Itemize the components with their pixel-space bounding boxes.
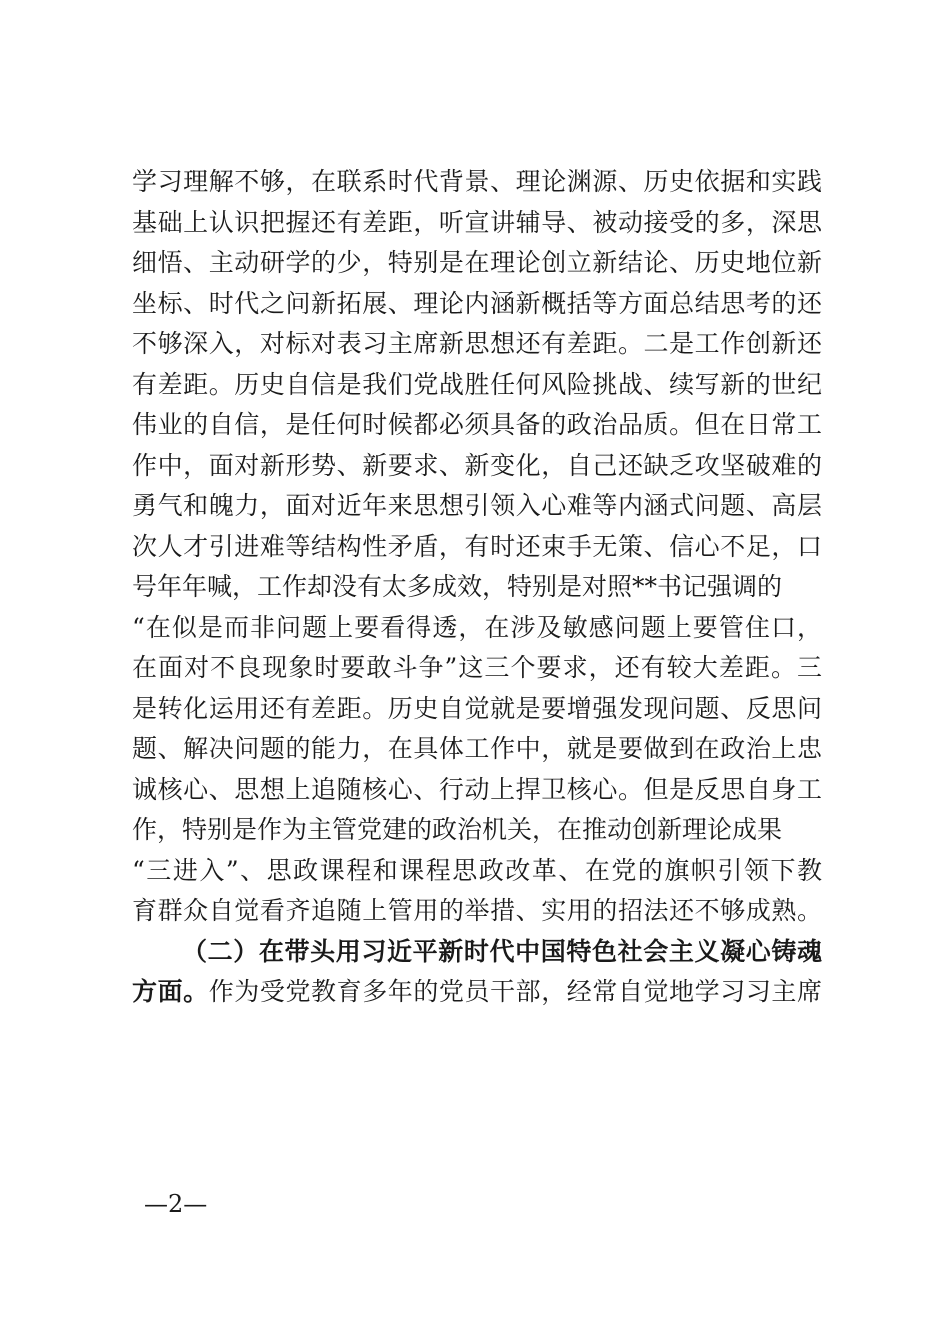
text-line: 次人才引进难等结构性矛盾，有时还束手无策、信心不足，口 — [132, 531, 822, 561]
text-line: 勇气和魄力，面对近年来思想引领入心难等内涵式问题、高层 — [132, 491, 822, 520]
text-line: 不够深入，对标对表习主席新思想还有差距。二是工作创新还 — [132, 329, 822, 358]
text-line: 作中，面对新形势、新要求、新变化，自己还缺乏攻坚破难的 — [132, 450, 822, 480]
text-line: 号年年喊，工作却没有太多成效，特别是对照**书记强调的 — [132, 572, 783, 601]
text-line: “在似是而非问题上要看得透，在涉及敏感问题上要管住口， — [132, 612, 822, 642]
text-line: 学习理解不够，在联系时代背景、理论渊源、历史依据和实践 — [132, 167, 822, 196]
text-line: 育群众自觉看齐追随上管用的举措、实用的招法还不够成熟。 — [132, 896, 822, 925]
page-number: —2— — [144, 1190, 208, 1218]
text-line: 题、解决问题的能力，在具体工作中，就是要做到在政治上忠 — [132, 734, 822, 763]
document-body — [132, 162, 822, 1013]
text-line: 基础上认识把握还有差距，听宣讲辅导、被动接受的多，深思 — [132, 207, 822, 237]
text-line: 坐标、时代之问新拓展、理论内涵新概括等方面总结思考的还 — [132, 288, 822, 318]
text-line: 诚核心、思想上追随核心、行动上捍卫核心。但是反思自身工 — [132, 774, 822, 804]
section-body-start: 作为受党教育多年的党员干部，经常自觉地学习习主席 — [208, 977, 822, 1006]
section-heading: （二）在带头用习近平新时代中国特色社会主义凝心铸魂 — [182, 936, 822, 966]
section-heading-end: 方面。 — [132, 977, 209, 1006]
text-line: “三进入”、思政课程和课程思政改革、在党的旗帜引领下教 — [132, 855, 822, 885]
text-line: 是转化运用还有差距。历史自觉就是要增强发现问题、反思问 — [132, 693, 822, 723]
text-line: 在面对不良现象时要敢斗争”这三个要求，还有较大差距。三 — [132, 653, 822, 682]
text-line: 细悟、主动研学的少，特别是在理论创立新结论、历史地位新 — [132, 248, 822, 277]
section-heading-continuation — [132, 972, 822, 1013]
text-line: 有差距。历史自信是我们党战胜任何风险挑战、续写新的世纪 — [132, 369, 822, 399]
text-line: 作，特别是作为主管党建的政治机关，在推动创新理论成果 — [132, 815, 783, 844]
text-line: 伟业的自信，是任何时候都必须具备的政治品质。但在日常工 — [132, 410, 822, 439]
